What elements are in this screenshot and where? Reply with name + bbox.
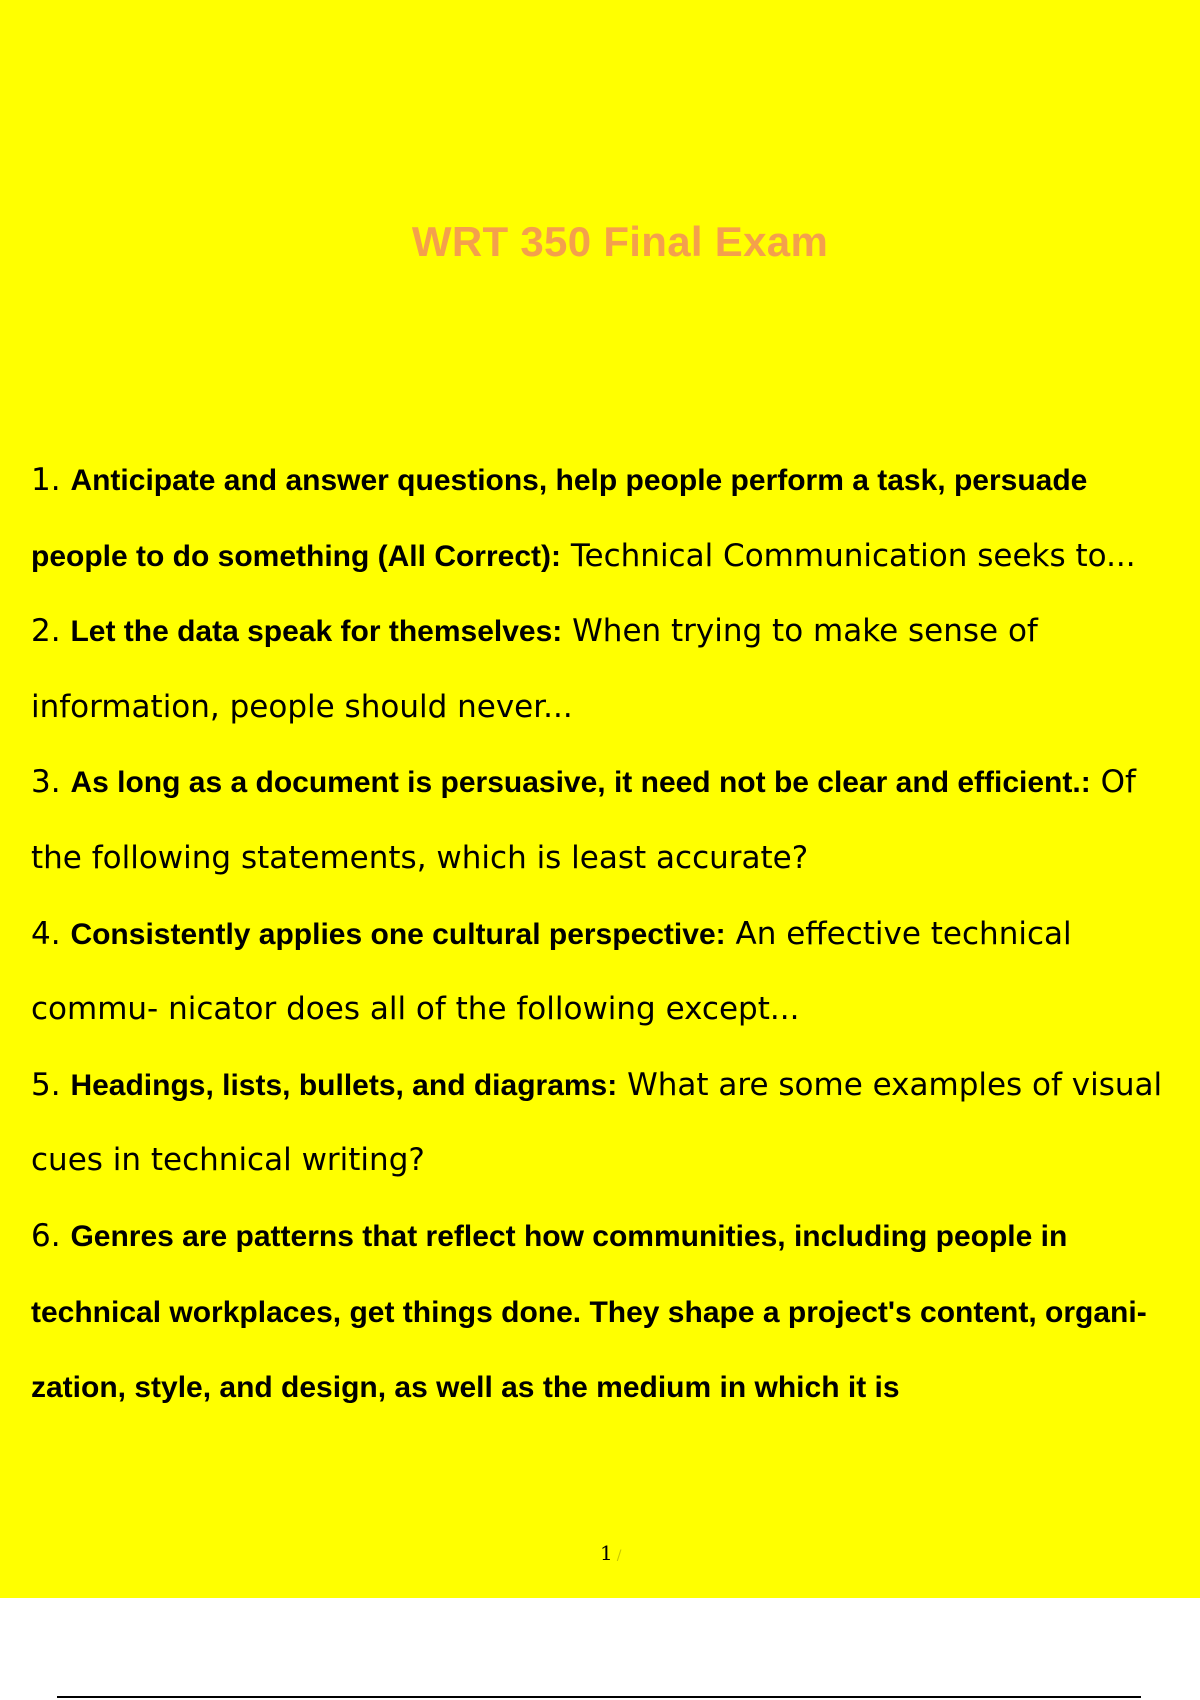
- item-number: 2.: [31, 613, 61, 650]
- footer-divider: [57, 1696, 1141, 1698]
- exam-item-3: [31, 745, 1191, 896]
- item-question: An effective technical commu- nicator does all of the following except...: [31, 915, 1072, 1028]
- item-answer: Let the data speak for themselves:: [70, 615, 563, 649]
- page-number-separator: /: [616, 1548, 622, 1564]
- item-question: When trying to make sense of information, people should never...: [31, 613, 1038, 725]
- item-answer: Headings, lists, bullets, and diagrams:: [70, 1068, 618, 1102]
- page-number: [600, 1541, 621, 1565]
- item-question: Technical Communication seeks to...: [570, 537, 1136, 574]
- item-question: What are some examples of visual cues in technical writing?: [31, 1066, 1163, 1179]
- document-title: WRT 350 Final Exam: [411, 218, 829, 265]
- exam-items: [31, 443, 1191, 1426]
- item-number: 3.: [31, 764, 61, 801]
- page-number-value: 1: [600, 1541, 613, 1565]
- exam-item-4: [31, 897, 1191, 1048]
- item-answer: As long as a document is persuasive, it need not be clear and efficient.:: [70, 766, 1091, 800]
- exam-item-2: [31, 594, 1191, 745]
- exam-item-5: [31, 1048, 1191, 1199]
- exam-item-1: [31, 443, 1191, 594]
- exam-item-6: [31, 1199, 1191, 1426]
- item-number: 5.: [31, 1066, 61, 1103]
- item-number: 1.: [31, 462, 61, 498]
- item-question: Of the following statements, which is least accurate?: [31, 764, 1136, 876]
- item-answer: Consistently applies one cultural perspective:: [70, 917, 726, 951]
- item-number: 6.: [31, 1217, 61, 1254]
- item-number: 4.: [31, 915, 61, 952]
- item-answer: Anticipate and answer questions, help people perform a task, persuade people to do something (All Correct):: [31, 464, 1088, 573]
- item-answer: Genres are patterns that reflect how communities, including people in technical workplaces, get things done. They shape a project's content, organi- zation, style, and design, as well as the medium in which it is: [31, 1219, 1147, 1405]
